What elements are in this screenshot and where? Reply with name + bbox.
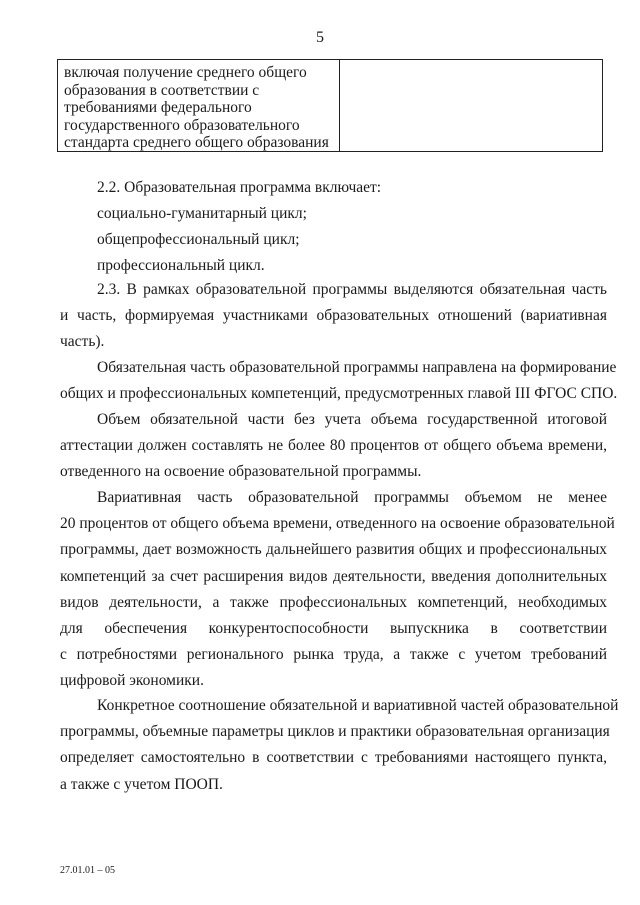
list-item: социально-гуманитарный цикл; bbox=[97, 205, 307, 222]
paragraph-line: а также с учетом ПООП. bbox=[60, 775, 223, 793]
paragraph-line: и часть, формируемая участниками образовательных отношений (вариативная bbox=[60, 307, 607, 325]
list-item: общепрофессиональный цикл; bbox=[97, 231, 300, 248]
table-cell-line: стандарта среднего общего образования bbox=[64, 134, 329, 151]
table-cell-line: образования в соответствии с bbox=[64, 81, 260, 99]
paragraph-line: Конкретное соотношение обязательной и вариативной частей образовательной bbox=[97, 697, 619, 714]
paragraph-mandatory-volume bbox=[60, 407, 607, 486]
paragraph-line: цифровой экономики. bbox=[60, 672, 204, 690]
paragraph-line: аттестации должен составлять не более 80 процентов от общего объема времени, bbox=[60, 437, 607, 455]
paragraph-line: Объем обязательной части без учета объема государственной итоговой bbox=[97, 411, 607, 428]
paragraph-line: 20 процентов от общего объема времени, отведенного на освоение образовательной bbox=[60, 515, 615, 533]
table-cell-left bbox=[58, 60, 340, 151]
paragraph-ratio bbox=[60, 693, 619, 798]
paragraph-line: общих и профессиональных компетенций, предусмотренных главой III ФГОС СПО. bbox=[60, 385, 618, 403]
paragraph-2-3 bbox=[60, 277, 607, 356]
paragraph-variable-part bbox=[60, 485, 615, 695]
table-cell-right bbox=[340, 60, 602, 151]
paragraph-line: часть). bbox=[60, 333, 105, 351]
document-code: 27.01.01 – 05 bbox=[60, 865, 115, 876]
paragraph-line: видов деятельности, а также профессиональных компетенций, необходимых bbox=[60, 593, 607, 611]
table-cell-line: государственного образовательного bbox=[64, 116, 300, 134]
paragraph-line: программы, объемные параметры циклов и практики образовательная организация bbox=[60, 723, 610, 741]
paragraph-line: компетенций за счет расширения видов деятельности, введения дополнительных bbox=[60, 567, 607, 585]
paragraph-line: определяет самостоятельно в соответствии с требованиями настоящего пункта, bbox=[60, 749, 607, 767]
paragraph-line: с потребностями регионального рынка труда, а также с учетом требований bbox=[60, 646, 607, 664]
paragraph-line: для обеспечения конкурентоспособности выпускника в соответствии bbox=[60, 620, 607, 638]
paragraph-line: Вариативная часть образовательной программы объемом не менее bbox=[97, 489, 607, 506]
table-cell-line: требованиями федерального bbox=[64, 99, 252, 116]
table-cell-line: включая получение среднего общего bbox=[64, 64, 307, 81]
paragraph-line: Обязательная часть образовательной программы направлена на формирование bbox=[97, 359, 617, 376]
table-fragment bbox=[57, 59, 603, 152]
paragraph-line: 2.3. В рамках образовательной программы выделяются обязательная часть bbox=[97, 281, 607, 298]
paragraph-line: программы, дает возможность дальнейшего развития общих и профессиональных bbox=[60, 541, 607, 559]
page-number: 5 bbox=[316, 29, 324, 46]
list-item: профессиональный цикл. bbox=[97, 257, 265, 274]
paragraph-mandatory-part bbox=[60, 355, 618, 407]
section-2-2-heading: 2.2. Образовательная программа включает: bbox=[97, 179, 382, 196]
paragraph-line: отведенного на освоение образовательной программы. bbox=[60, 463, 422, 481]
